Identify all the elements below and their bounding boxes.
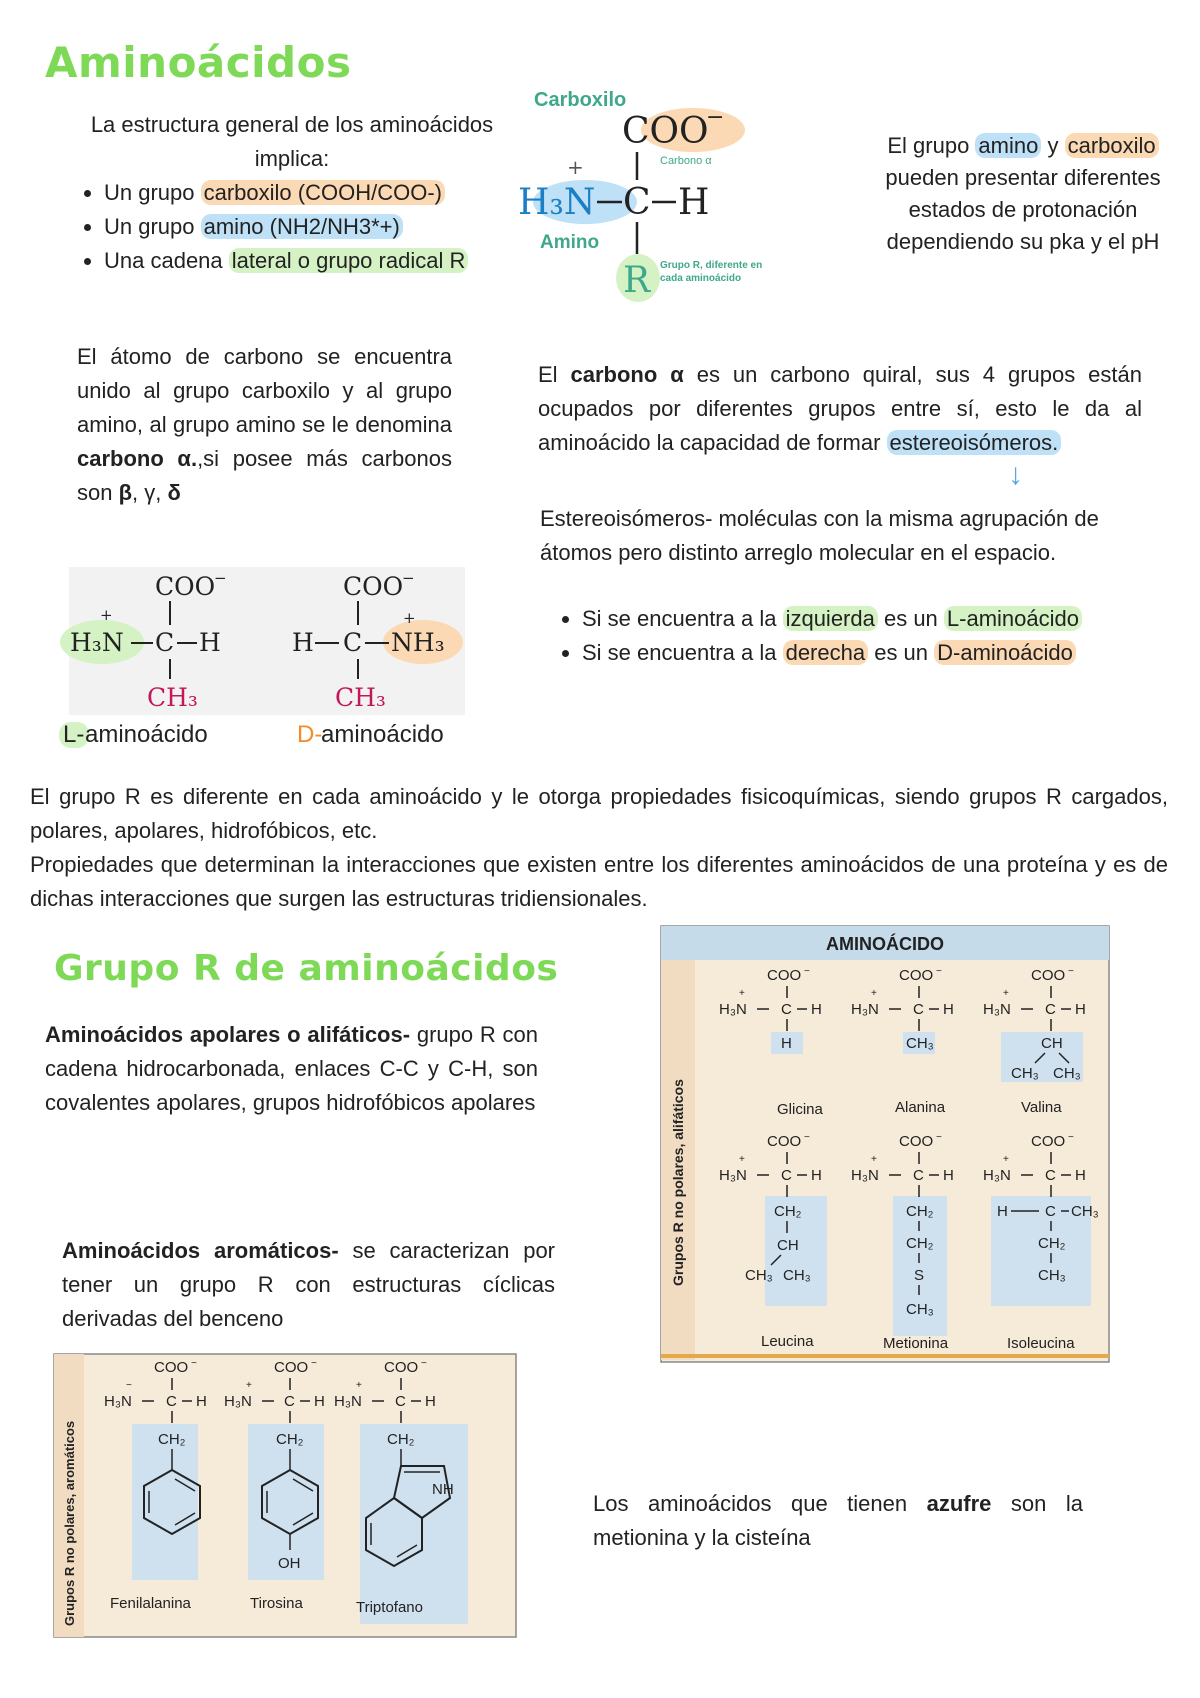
ch2-text: CH₂ xyxy=(906,1235,934,1252)
ch-text: CH xyxy=(777,1237,799,1254)
coo-text: COO xyxy=(899,1133,934,1150)
c-text: C xyxy=(395,1393,406,1410)
r-text: R xyxy=(623,260,651,301)
list-item xyxy=(104,176,522,210)
plus: + xyxy=(739,1154,745,1165)
d-label-prefix: D- xyxy=(297,721,323,748)
ch2-text: CH₂ xyxy=(1038,1235,1066,1252)
amino-name-metionina: Metionina xyxy=(883,1335,949,1352)
h3n-text: H₃N xyxy=(983,1001,1011,1018)
charge: − xyxy=(804,966,810,977)
r-group-text xyxy=(30,780,1168,916)
amino-label: Amino xyxy=(540,232,600,253)
panel-header: AMINOÁCIDO xyxy=(826,934,944,954)
text: es un carbono quiral, sus 4 grupos están ocupados por diferentes grupos entre sí, esto le da al aminoácido la capacidad de formar xyxy=(538,362,1142,455)
l-coo: COO xyxy=(155,572,216,601)
plus: + xyxy=(246,1380,252,1391)
ch3-text: CH₃ xyxy=(906,1035,934,1052)
h3n-text: H₃N xyxy=(518,182,596,223)
text: grupo R con cadena hidrocarbonada, enlaces C-C y C-H, son covalentes apolares, grupos hidrofóbicos apolares xyxy=(45,1022,538,1115)
h3n-text: H₃N xyxy=(719,1167,747,1184)
amino-name-triptofano: Triptofano xyxy=(356,1599,423,1616)
list-item xyxy=(582,636,1182,670)
highlight-estereoisomeros: estereoisómeros. xyxy=(887,430,1062,455)
c-text: C xyxy=(913,1001,924,1018)
highlight-d-aminoacido: D-aminoácido xyxy=(934,640,1076,665)
arrow-down-icon: ↓ xyxy=(1008,458,1023,491)
amino-name-valina: Valina xyxy=(1021,1099,1062,1116)
ch2-text: CH₂ xyxy=(158,1431,186,1448)
c-text: C xyxy=(913,1167,924,1184)
h-text: H xyxy=(1075,1167,1086,1184)
l-ch3: CH₃ xyxy=(147,683,198,712)
highlight-amino: amino (NH2/NH3*+) xyxy=(201,214,403,239)
s-text: S xyxy=(914,1267,925,1284)
h-text: H xyxy=(196,1393,207,1410)
charge: − xyxy=(126,1380,132,1391)
c-text: C xyxy=(781,1167,792,1184)
l-h: H xyxy=(199,628,221,657)
side-label: Grupos R no polares, alifáticos xyxy=(670,1079,686,1286)
highlight-izquierda: izquierda xyxy=(783,606,878,631)
h-text: H xyxy=(943,1001,954,1018)
bold-text: β xyxy=(118,480,133,505)
bold-text: carbono α xyxy=(570,362,684,387)
d-charge: − xyxy=(402,569,415,587)
h3n-text: H₃N xyxy=(224,1393,252,1410)
list-item xyxy=(582,602,1182,636)
charge: − xyxy=(191,1358,197,1369)
coo-text: COO xyxy=(274,1359,309,1376)
r-box xyxy=(360,1424,468,1624)
oh-text: OH xyxy=(278,1555,301,1572)
charge: − xyxy=(311,1358,317,1369)
charge: − xyxy=(421,1358,427,1369)
plus: + xyxy=(871,1154,877,1165)
charge: − xyxy=(936,966,942,977)
quiral-text xyxy=(538,358,1142,460)
h3n-text: H₃N xyxy=(719,1001,747,1018)
amino-name-isoleucina: Isoleucina xyxy=(1007,1335,1075,1352)
l-label-prefix: L- xyxy=(63,721,85,748)
amino-name-leucina: Leucina xyxy=(761,1333,814,1350)
l-h3n: H₃N xyxy=(70,628,124,657)
ch3-text: CH₃ xyxy=(906,1301,934,1318)
ch3-text: CH₃ xyxy=(1071,1203,1099,1220)
item-text: Un grupo xyxy=(104,180,201,205)
bold-text: Aminoácidos apolares o alifáticos- xyxy=(45,1022,411,1047)
h-text: H xyxy=(425,1393,436,1410)
plus: + xyxy=(1003,988,1009,999)
grupo-r-line2: cada aminoácido xyxy=(660,273,742,284)
text: se caracterizan por tener un grupo R con estructuras cíclicas derivadas del benceno xyxy=(62,1238,556,1331)
h-text: H xyxy=(997,1203,1008,1220)
c-text: C xyxy=(1045,1167,1056,1184)
ch3-text: CH₃ xyxy=(745,1267,773,1284)
highlight-amino: amino xyxy=(975,133,1041,158)
highlight-carboxilo: carboxilo (COOH/COO-) xyxy=(201,180,445,205)
section-title: Grupo R de aminoácidos xyxy=(54,948,559,989)
highlight-radical: lateral o grupo radical R xyxy=(229,248,469,273)
item-text: Un grupo xyxy=(104,214,201,239)
plus: + xyxy=(1003,1154,1009,1165)
coo-text: COO xyxy=(767,1133,802,1150)
amino-name-tirosina: Tirosina xyxy=(250,1595,303,1612)
text: es un xyxy=(877,606,944,631)
charge: − xyxy=(1068,966,1074,977)
nh-text: NH xyxy=(432,1481,454,1498)
bold-text: Aminoácidos aromáticos- xyxy=(62,1238,339,1263)
coo-text: COO xyxy=(154,1359,189,1376)
charge: − xyxy=(1068,1132,1074,1143)
intro-lead: La estructura general de los aminoácidos implica: xyxy=(90,112,494,171)
charge: − xyxy=(936,1132,942,1143)
ch2-text: CH₂ xyxy=(906,1203,934,1220)
c-alpha: C xyxy=(623,182,651,223)
text: Si se encuentra a la xyxy=(582,640,783,665)
carbono-alpha-label: Carbono α xyxy=(660,155,712,167)
text: pueden presentar diferentes estados de protonación dependiendo su pka y el pH xyxy=(885,165,1161,254)
grupo-r-line1: Grupo R, diferente en xyxy=(660,260,763,271)
c-text: C xyxy=(1045,1001,1056,1018)
carbon-alpha-text xyxy=(77,340,452,510)
l-charge: − xyxy=(214,569,227,587)
aromatic-amino-acids-panel xyxy=(54,1354,516,1637)
azufre-text xyxy=(593,1487,1083,1555)
l-c: C xyxy=(155,628,175,657)
coo-text: COO xyxy=(384,1359,419,1376)
bold-text: carbono α. xyxy=(77,446,198,471)
plus: + xyxy=(356,1380,362,1391)
h-text: H xyxy=(811,1001,822,1018)
h-text: H xyxy=(811,1167,822,1184)
text: es un xyxy=(868,640,935,665)
list-item xyxy=(104,210,522,244)
h-text: H xyxy=(678,182,710,223)
ch3-text: CH₃ xyxy=(1011,1065,1039,1082)
general-structure-diagram xyxy=(518,88,860,303)
h-text: H xyxy=(1075,1001,1086,1018)
c-text: C xyxy=(1045,1203,1056,1220)
highlight-carboxilo: carboxilo xyxy=(1065,133,1159,158)
c-text: C xyxy=(284,1393,295,1410)
l-plus: + xyxy=(100,606,113,624)
text: El grupo xyxy=(887,133,976,158)
h-text: H xyxy=(781,1035,792,1052)
coo-text: COO xyxy=(1031,967,1066,984)
h3n-text: H₃N xyxy=(983,1167,1011,1184)
d-ch3: CH₃ xyxy=(335,683,386,712)
stereo-definition: Estereoisómeros- moléculas con la misma agrupación de átomos pero distinto arreglo molecular en el espacio. xyxy=(540,506,1099,565)
coo-charge: − xyxy=(706,105,725,130)
d-coo: COO xyxy=(343,572,404,601)
amino-name-alanina: Alanina xyxy=(895,1099,946,1116)
h-text: H xyxy=(943,1167,954,1184)
item-text: Una cadena xyxy=(104,248,229,273)
text: y xyxy=(1041,133,1065,158)
carboxilo-label: Carboxilo xyxy=(534,89,627,111)
text: son la metionina y la cisteína xyxy=(593,1491,1083,1550)
intro-list xyxy=(62,176,522,278)
d-h: H xyxy=(292,628,314,657)
h-text: H xyxy=(314,1393,325,1410)
page-title: Aminoácidos xyxy=(45,38,352,87)
aliphatic-amino-acids-panel xyxy=(661,926,1109,1362)
ch3-text: CH₃ xyxy=(783,1267,811,1284)
h3n-text: H₃N xyxy=(851,1001,879,1018)
text: ,si posee más carbonos son xyxy=(77,446,452,505)
bold-text: azufre xyxy=(926,1491,992,1516)
d-plus: + xyxy=(403,609,416,627)
amino-name-glicina: Glicina xyxy=(777,1101,823,1118)
highlight-derecha: derecha xyxy=(783,640,869,665)
plus: + xyxy=(739,988,745,999)
paragraph: El grupo R es diferente en cada aminoácido y le otorga propiedades fisicoquímicas, siendo grupos R cargados, polares, apolares, hidrofóbicos, etc. xyxy=(30,784,1168,843)
coo-text: COO xyxy=(899,967,934,984)
ch2-text: CH₂ xyxy=(387,1431,415,1448)
text: Si se encuentra a la xyxy=(582,606,783,631)
coo-text: COO xyxy=(622,111,709,152)
plus-sign: + xyxy=(567,155,584,179)
text: El átomo de carbono se encuentra unido al grupo carboxilo y al grupo amino, al grupo amino se le denomina xyxy=(77,344,452,437)
apolares-text xyxy=(45,1018,538,1120)
protonation-text xyxy=(868,130,1178,258)
c-text: C xyxy=(781,1001,792,1018)
charge: − xyxy=(804,1132,810,1143)
ld-alanine-diagram xyxy=(55,565,515,750)
bold-text: δ xyxy=(167,480,181,505)
text: El xyxy=(538,362,571,387)
h3n-text: H₃N xyxy=(851,1167,879,1184)
coo-text: COO xyxy=(1031,1133,1066,1150)
d-c: C xyxy=(343,628,363,657)
paragraph: Propiedades que determinan la interacciones que existen entre los diferentes aminoácidos de una proteína y es de dichas interacciones que surgen las estructuras tridiensionales. xyxy=(30,852,1168,911)
c-text: C xyxy=(166,1393,177,1410)
ch3-text: CH₃ xyxy=(1038,1267,1066,1284)
text: , γ, xyxy=(132,480,168,505)
amino-name-fenilalanina: Fenilalanina xyxy=(110,1595,191,1612)
ch3-text: CH₃ xyxy=(1053,1065,1081,1082)
h3n-text: H₃N xyxy=(104,1393,132,1410)
highlight-l-aminoacido: L-aminoácido xyxy=(944,606,1082,631)
intro-block xyxy=(62,108,522,278)
stereo-list xyxy=(540,602,1182,670)
coo-text: COO xyxy=(767,967,802,984)
list-item xyxy=(104,244,522,278)
l-label: aminoácido xyxy=(85,721,208,748)
ch2-text: CH₂ xyxy=(276,1431,304,1448)
side-label: Grupos R no polares, aromáticos xyxy=(62,1420,77,1626)
h3n-text: H₃N xyxy=(334,1393,362,1410)
text: Los aminoácidos que tienen xyxy=(593,1491,927,1516)
plus: + xyxy=(871,988,877,999)
d-nh3: NH₃ xyxy=(391,628,445,657)
ch-text: CH xyxy=(1041,1035,1063,1052)
aromaticos-text xyxy=(62,1234,555,1336)
ch2-text: CH₂ xyxy=(774,1203,802,1220)
d-label: aminoácido xyxy=(321,721,444,748)
